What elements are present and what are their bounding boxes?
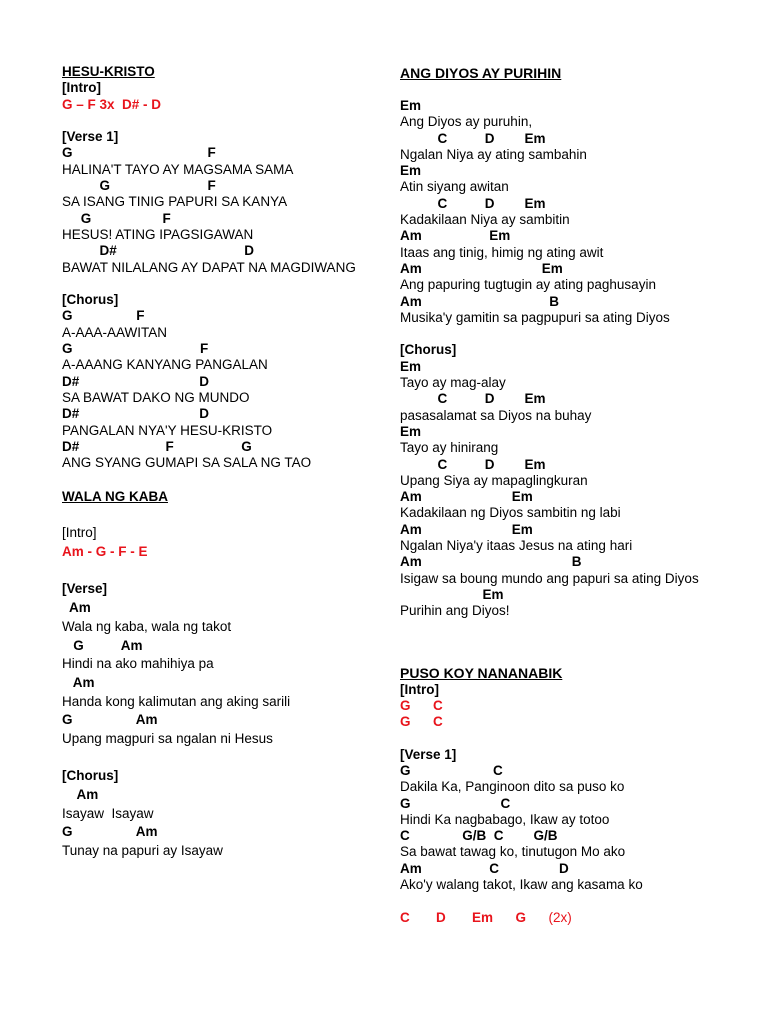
chord-line: D# D xyxy=(62,373,210,389)
section-label: [Verse 1] xyxy=(62,129,119,145)
song-body-wala-ng-kaba xyxy=(62,506,382,861)
chord-line: Em xyxy=(400,358,422,374)
chord-line: C D Em xyxy=(400,456,546,472)
chord-line: G F xyxy=(62,341,209,357)
chord-line: G C xyxy=(400,795,511,811)
lyric-line: PANGALAN NYA'Y HESU-KRISTO xyxy=(62,422,273,438)
chord-line: Em xyxy=(400,423,422,439)
chord-line: Em xyxy=(400,98,422,113)
lyric-line: Ako'y walang takot, Ikaw ang kasama ko xyxy=(400,877,643,893)
lyric-line: Hindi na ako mahihiya pa xyxy=(62,656,214,672)
lyric-line: Upang Siya ay mapaglingkuran xyxy=(400,472,588,488)
lyric-line: Wala ng kaba, wala ng takot xyxy=(62,618,232,634)
chord-line: C D Em xyxy=(400,195,546,211)
lyric-line: Purihin ang Diyos! xyxy=(400,603,510,619)
lyric-line: Musika'y gamitin sa pagpupuri sa ating Diyos xyxy=(400,309,670,325)
chord-line: D# F G xyxy=(62,438,252,454)
lyric-line: Itaas ang tinig, himig ng ating awit xyxy=(400,244,604,260)
lyric-line: Isayaw Isayaw xyxy=(62,805,154,821)
lyric-line: Tayo ay mag-alay xyxy=(400,375,506,391)
chord-line: G Am xyxy=(62,712,158,728)
chord-line: Am Em xyxy=(400,228,511,244)
section-label: [Chorus] xyxy=(62,768,119,784)
chord-line: G F xyxy=(62,178,216,194)
chord-line: G F xyxy=(62,210,171,226)
chord-line: G F xyxy=(62,308,145,324)
chord-line: C D Em xyxy=(400,130,546,146)
chord-line: Em xyxy=(400,586,504,602)
chord-line: Am xyxy=(62,600,91,616)
section-label: [Chorus] xyxy=(400,342,457,358)
lyric-line: Handa kong kalimutan ang aking sarili xyxy=(62,693,291,709)
lyric-line: Tayo ay hinirang xyxy=(400,440,499,456)
blank-line xyxy=(62,113,382,129)
blank-line xyxy=(62,276,382,292)
lyric-line: pasasalamat sa Diyos na buhay xyxy=(400,407,592,423)
blank-line xyxy=(400,326,750,342)
chord-line: Am xyxy=(62,787,99,803)
lyric-line: Tunay na papuri ay Isayaw xyxy=(62,843,223,859)
intro-chords xyxy=(400,910,750,926)
song-title-puso-koy-nananabik: PUSO KOY NANANABIK xyxy=(400,664,563,681)
lyric-line: Ngalan Niya ay ating sambahin xyxy=(400,146,587,162)
lyric-line: HESUS! ATING IPAGSIGAWAN xyxy=(62,226,254,242)
lyric-line: Ang Diyos ay puruhin, xyxy=(400,114,533,130)
section-label: [Intro] xyxy=(400,681,439,697)
intro-chords: G C xyxy=(400,714,443,730)
intro-chords: Am - G - F - E xyxy=(62,544,148,560)
outro-chords: C D Em G xyxy=(400,909,527,925)
song-body-hesu-kristo xyxy=(62,80,382,471)
right-column xyxy=(400,64,750,926)
lyric-line: A-AAA-AAWITAN xyxy=(62,324,168,340)
lyric-line: Sa bawat tawag ko, tinutugon Mo ako xyxy=(400,844,626,860)
blank-line xyxy=(400,730,750,746)
blank-line xyxy=(62,506,382,525)
section-label: [Intro] xyxy=(62,525,97,541)
section-label: [Chorus] xyxy=(62,292,119,308)
chord-line: G Am xyxy=(62,824,158,840)
section-label: [Verse] xyxy=(62,581,108,597)
lyric-line: HALINA'T TAYO AY MAGSAMA SAMA xyxy=(62,161,294,177)
chord-line: G Am xyxy=(62,637,143,653)
section-label: [Verse 1] xyxy=(400,746,457,762)
lyric-line: Atin siyang awitan xyxy=(400,179,509,195)
song-body-ang-diyos-ay-purihin xyxy=(400,98,750,620)
chord-line: C G/B C G/B xyxy=(400,828,558,844)
lyric-line: Kadakilaan ng Diyos sambitin ng labi xyxy=(400,505,621,521)
lyric-line: Dakila Ka, Panginoon dito sa puso ko xyxy=(400,779,625,795)
left-column xyxy=(62,64,382,861)
blank-line xyxy=(62,749,382,768)
lyric-line: Ang papuring tugtugin ay ating paghusayin xyxy=(400,277,656,293)
lyric-line: Isigaw sa boung mundo ang papuri sa ating Diyos xyxy=(400,570,699,586)
lyric-line: Kadakilaan Niya ay sambitin xyxy=(400,212,570,228)
lyric-line: Ngalan Niya'y itaas Jesus na ating hari xyxy=(400,538,633,554)
chord-line: Am Em xyxy=(400,521,533,537)
lyric-line: SA ISANG TINIG PAPURI SA KANYA xyxy=(62,194,288,210)
chord-line: G F xyxy=(62,145,216,161)
lyric-line: BAWAT NILALANG AY DAPAT NA MAGDIWANG xyxy=(62,259,356,275)
chord-line: Am Em xyxy=(400,489,533,505)
repeat-note: (2x) xyxy=(526,909,572,925)
song-body-puso-koy-nananabik xyxy=(400,682,750,926)
blank-line xyxy=(62,562,382,581)
chord-line: D# D xyxy=(62,243,255,259)
lyric-line: Upang magpuri sa ngalan ni Hesus xyxy=(62,730,273,746)
chord-line: Am B xyxy=(400,293,560,309)
chord-line: Am xyxy=(62,674,95,690)
song-title-wala-ng-kaba: WALA NG KABA xyxy=(62,489,168,505)
chord-line: Em xyxy=(400,163,422,179)
chord-line: D# D xyxy=(62,406,210,422)
lyric-line: SA BAWAT DAKO NG MUNDO xyxy=(62,389,250,405)
chord-line: Am C D xyxy=(400,860,569,876)
lyric-line: Hindi Ka nagbabago, Ikaw ay totoo xyxy=(400,811,610,827)
intro-chords: G – F 3x D# - D xyxy=(62,96,162,112)
chord-line: Am Em xyxy=(400,260,563,276)
lyric-line: ANG SYANG GUMAPI SA SALA NG TAO xyxy=(62,455,312,471)
blank-line xyxy=(400,893,750,909)
chord-line: Am B xyxy=(400,554,582,570)
song-title-ang-diyos-ay-purihin: ANG DIYOS AY PURIHIN xyxy=(400,65,562,81)
chord-line: C D Em xyxy=(400,391,546,407)
lyric-line: A-AAANG KANYANG PANGALAN xyxy=(62,357,268,373)
section-label: [Intro] xyxy=(62,80,101,96)
song-title-hesu-kristo: HESU-KRISTO xyxy=(62,64,155,79)
chord-line: G C xyxy=(400,762,503,778)
intro-chords: G C xyxy=(400,697,443,713)
